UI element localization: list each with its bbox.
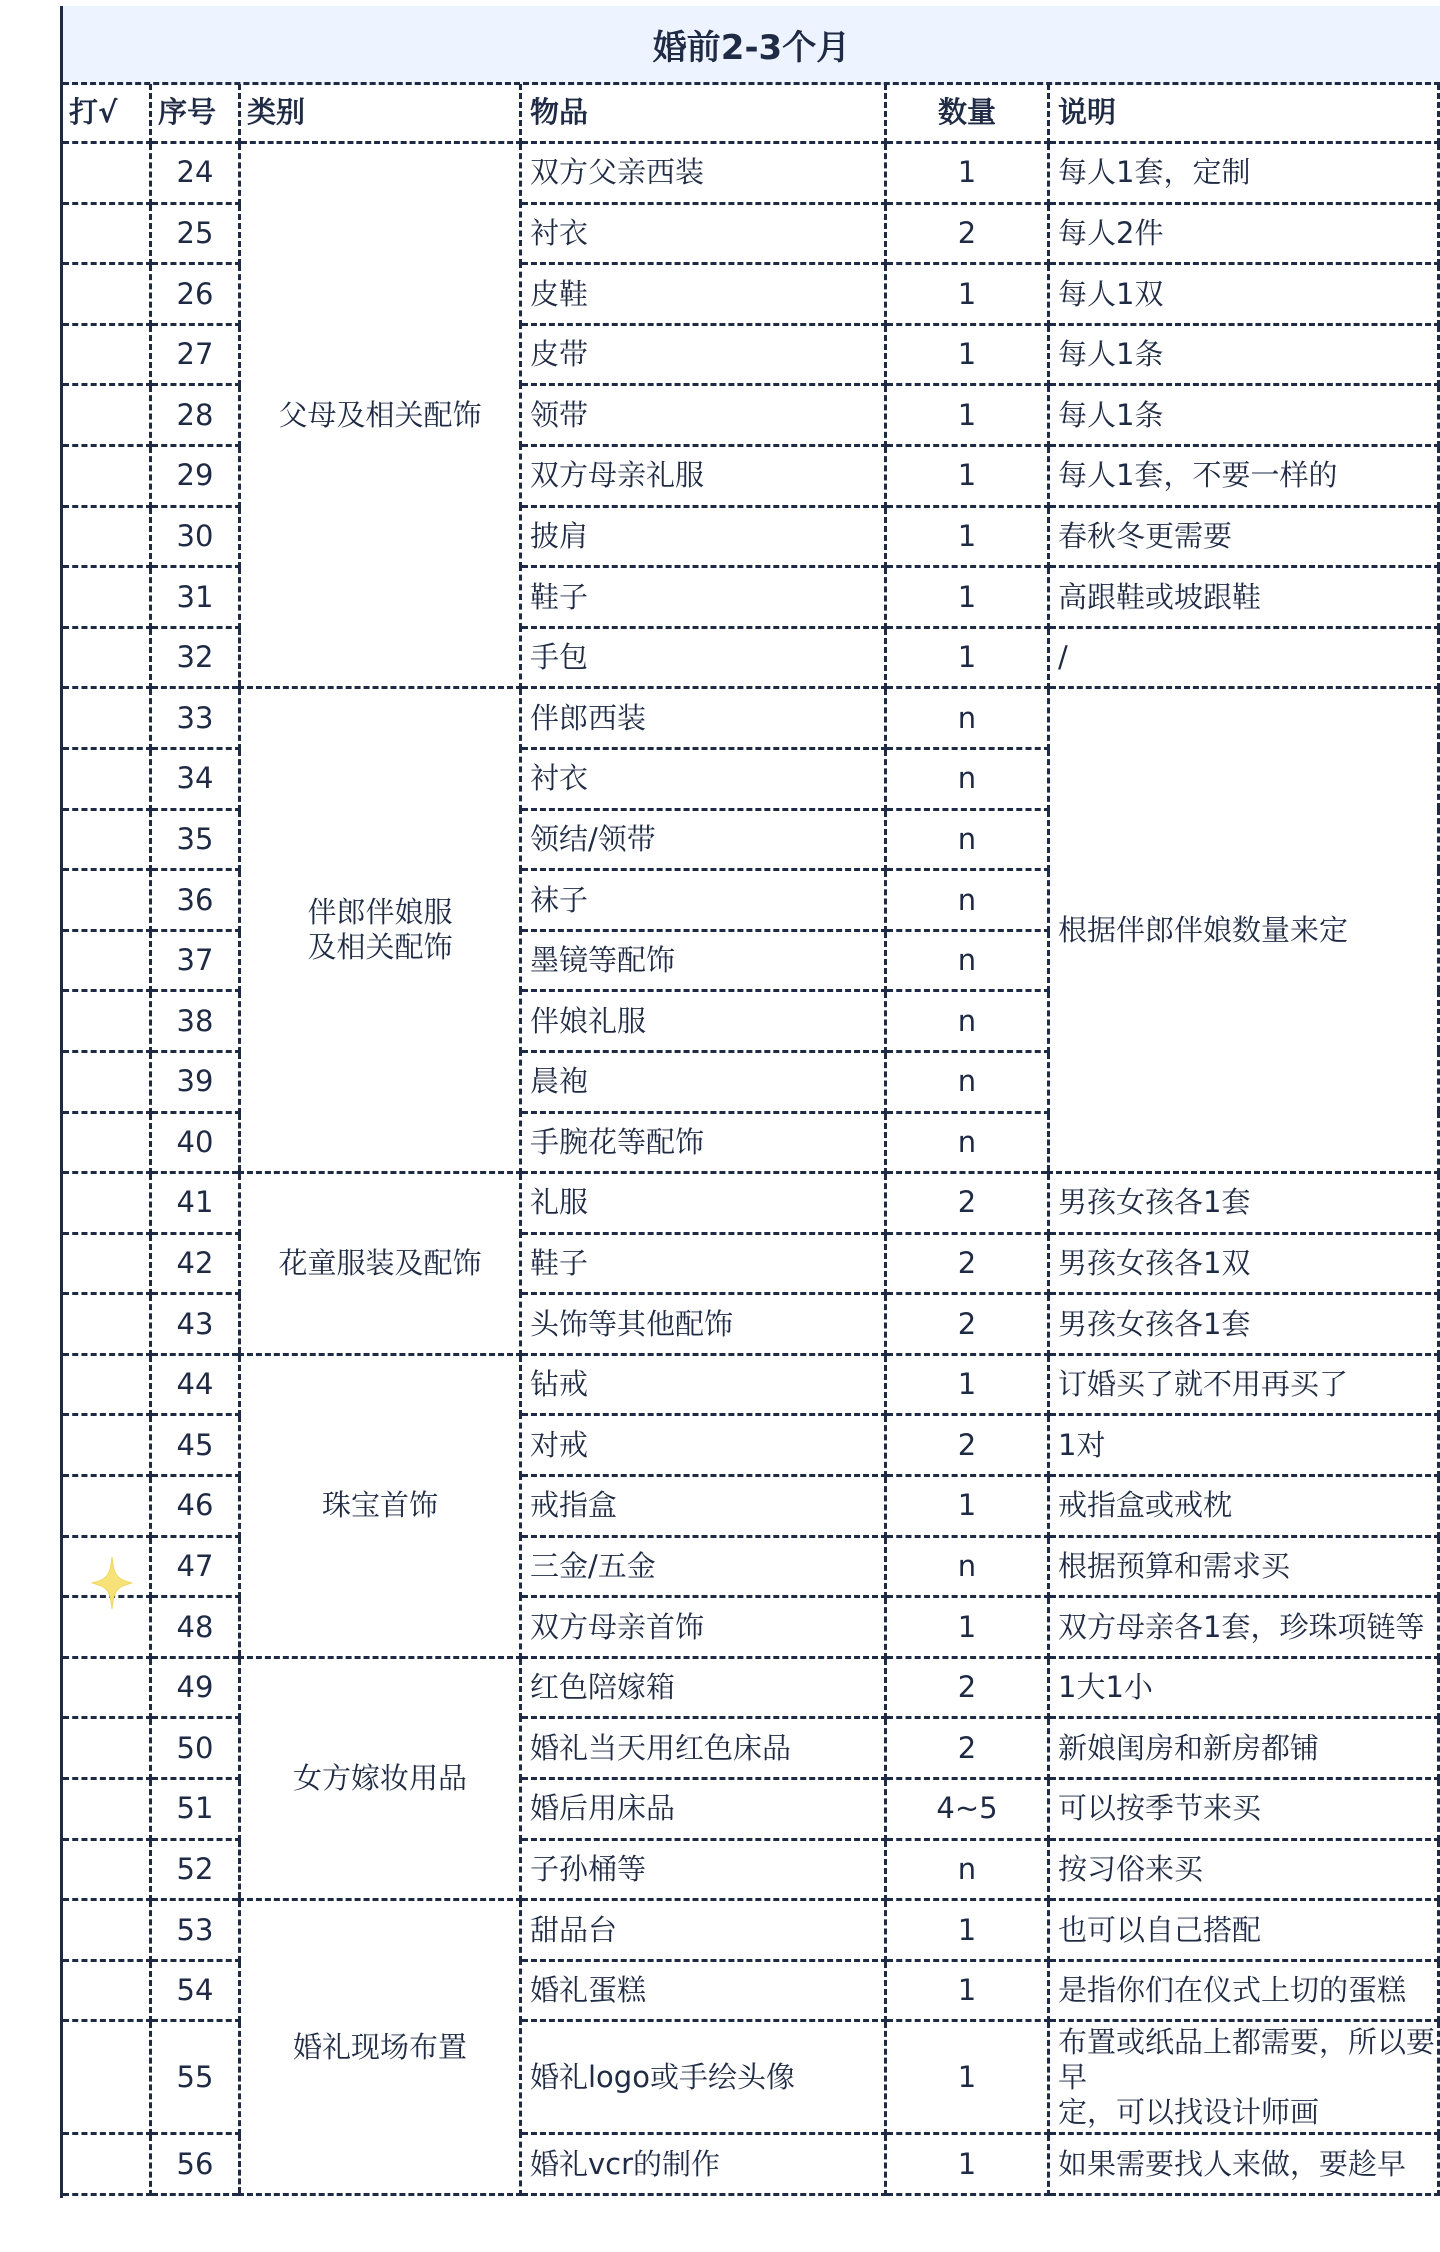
- quantity: n: [886, 1051, 1049, 1112]
- check-cell[interactable]: [63, 1173, 151, 1234]
- quantity: 1: [886, 2021, 1049, 2134]
- quantity: 1: [886, 143, 1049, 204]
- row-number: 42: [151, 1233, 240, 1294]
- item-name: 礼服: [521, 1173, 886, 1234]
- check-cell[interactable]: [63, 385, 151, 446]
- note: 按习俗来买: [1049, 1839, 1439, 1900]
- row-number: 45: [151, 1415, 240, 1476]
- item-name: 皮鞋: [521, 264, 886, 325]
- table-row: [63, 1173, 1439, 1234]
- row-number: 47: [151, 1536, 240, 1597]
- check-cell[interactable]: [63, 567, 151, 628]
- row-number: 38: [151, 991, 240, 1052]
- header-no: 序号: [151, 84, 240, 143]
- quantity: n: [886, 688, 1049, 749]
- quantity: n: [886, 1536, 1049, 1597]
- row-number: 48: [151, 1597, 240, 1658]
- check-cell[interactable]: [63, 1294, 151, 1355]
- quantity: 1: [886, 627, 1049, 688]
- note: 每人1套，定制: [1049, 143, 1439, 204]
- quantity: n: [886, 748, 1049, 809]
- check-cell[interactable]: [63, 748, 151, 809]
- item-name: 袜子: [521, 870, 886, 931]
- quantity: 1: [886, 2134, 1049, 2195]
- quantity: 2: [886, 1294, 1049, 1355]
- check-cell[interactable]: [63, 1051, 151, 1112]
- checklist-body: [63, 143, 1439, 2195]
- item-name: 伴娘礼服: [521, 991, 886, 1052]
- quantity: 1: [886, 1354, 1049, 1415]
- row-number: 53: [151, 1900, 240, 1961]
- note: 双方母亲各1套，珍珠项链等: [1049, 1597, 1439, 1658]
- sparkle-icon: [90, 1555, 134, 1611]
- table-row: [63, 1900, 1439, 1961]
- row-number: 55: [151, 2021, 240, 2134]
- note: 每人1条: [1049, 324, 1439, 385]
- check-cell[interactable]: [63, 1900, 151, 1961]
- quantity: 2: [886, 203, 1049, 264]
- header-category: 类别: [240, 84, 521, 143]
- item-name: 手腕花等配饰: [521, 1112, 886, 1173]
- quantity: 1: [886, 1960, 1049, 2021]
- table-row: [63, 688, 1439, 749]
- item-name: 双方母亲礼服: [521, 445, 886, 506]
- check-cell[interactable]: [63, 1415, 151, 1476]
- note: 也可以自己搭配: [1049, 1900, 1439, 1961]
- quantity: n: [886, 870, 1049, 931]
- quantity: 1: [886, 1597, 1049, 1658]
- header-note: 说明: [1049, 84, 1439, 143]
- row-number: 35: [151, 809, 240, 870]
- note: 每人1套，不要一样的: [1049, 445, 1439, 506]
- note: 每人1双: [1049, 264, 1439, 325]
- item-name: 子孙桶等: [521, 1839, 886, 1900]
- header-row: [63, 84, 1439, 143]
- item-name: 婚礼logo或手绘头像: [521, 2021, 886, 2134]
- note: 如果需要找人来做，要趁早: [1049, 2134, 1439, 2195]
- quantity: 1: [886, 506, 1049, 567]
- item-name: 墨镜等配饰: [521, 930, 886, 991]
- item-name: 双方父亲西装: [521, 143, 886, 204]
- note: 每人2件: [1049, 203, 1439, 264]
- row-number: 25: [151, 203, 240, 264]
- row-number: 27: [151, 324, 240, 385]
- item-name: 衬衣: [521, 203, 886, 264]
- note: 男孩女孩各1套: [1049, 1294, 1439, 1355]
- row-number: 49: [151, 1657, 240, 1718]
- quantity: n: [886, 1839, 1049, 1900]
- sheet-title: 婚前2-3个月: [63, 6, 1440, 85]
- note: 高跟鞋或坡跟鞋: [1049, 567, 1439, 628]
- note: 1对: [1049, 1415, 1439, 1476]
- check-cell[interactable]: [63, 1476, 151, 1537]
- quantity: 1: [886, 264, 1049, 325]
- shared-note: 根据伴郎伴娘数量来定: [1049, 688, 1439, 1173]
- row-number: 46: [151, 1476, 240, 1537]
- item-name: 衬衣: [521, 748, 886, 809]
- note: 1大1小: [1049, 1657, 1439, 1718]
- item-name: 婚礼vcr的制作: [521, 2134, 886, 2195]
- quantity: 1: [886, 324, 1049, 385]
- row-number: 28: [151, 385, 240, 446]
- note: 是指你们在仪式上切的蛋糕: [1049, 1960, 1439, 2021]
- item-name: 双方母亲首饰: [521, 1597, 886, 1658]
- item-name: 三金/五金: [521, 1536, 886, 1597]
- check-cell[interactable]: [63, 324, 151, 385]
- quantity: 1: [886, 1476, 1049, 1537]
- header-item: 物品: [521, 84, 886, 143]
- item-name: 钻戒: [521, 1354, 886, 1415]
- item-name: 甜品台: [521, 1900, 886, 1961]
- check-cell[interactable]: [63, 809, 151, 870]
- row-number: 43: [151, 1294, 240, 1355]
- note: 每人1条: [1049, 385, 1439, 446]
- table-row: [63, 1657, 1439, 1718]
- category-cell: 婚礼现场布置: [240, 1900, 521, 2195]
- item-name: 晨袍: [521, 1051, 886, 1112]
- row-number: 34: [151, 748, 240, 809]
- quantity: 4~5: [886, 1779, 1049, 1840]
- item-name: 鞋子: [521, 1233, 886, 1294]
- row-number: 29: [151, 445, 240, 506]
- note: 可以按季节来买: [1049, 1779, 1439, 1840]
- note: 戒指盒或戒枕: [1049, 1476, 1439, 1537]
- row-number: 52: [151, 1839, 240, 1900]
- check-cell[interactable]: [63, 203, 151, 264]
- item-name: 手包: [521, 627, 886, 688]
- row-number: 44: [151, 1354, 240, 1415]
- row-number: 24: [151, 143, 240, 204]
- item-name: 领结/领带: [521, 809, 886, 870]
- row-number: 54: [151, 1960, 240, 2021]
- check-cell[interactable]: [63, 930, 151, 991]
- check-cell[interactable]: [63, 2021, 151, 2134]
- quantity: 2: [886, 1173, 1049, 1234]
- row-number: 40: [151, 1112, 240, 1173]
- check-cell[interactable]: [63, 143, 151, 204]
- quantity: n: [886, 1112, 1049, 1173]
- note: 布置或纸品上都需要，所以要早 定，可以找设计师画: [1049, 2021, 1439, 2134]
- check-cell[interactable]: [63, 1354, 151, 1415]
- quantity: 1: [886, 567, 1049, 628]
- category-cell: 女方嫁妆用品: [240, 1657, 521, 1899]
- quantity: 2: [886, 1718, 1049, 1779]
- item-name: 披肩: [521, 506, 886, 567]
- quantity: n: [886, 991, 1049, 1052]
- item-name: 对戒: [521, 1415, 886, 1476]
- row-number: 26: [151, 264, 240, 325]
- header-qty: 数量: [886, 84, 1049, 143]
- check-cell[interactable]: [63, 1718, 151, 1779]
- quantity: 2: [886, 1233, 1049, 1294]
- row-number: 37: [151, 930, 240, 991]
- row-number: 50: [151, 1718, 240, 1779]
- check-cell[interactable]: [63, 870, 151, 931]
- row-number: 32: [151, 627, 240, 688]
- item-name: 头饰等其他配饰: [521, 1294, 886, 1355]
- item-name: 领带: [521, 385, 886, 446]
- quantity: 1: [886, 1900, 1049, 1961]
- item-name: 鞋子: [521, 567, 886, 628]
- check-cell[interactable]: [63, 627, 151, 688]
- category-cell: 珠宝首饰: [240, 1354, 521, 1657]
- category-cell: 父母及相关配饰: [240, 143, 521, 688]
- check-cell[interactable]: [63, 1779, 151, 1840]
- category-cell: 花童服装及配饰: [240, 1173, 521, 1355]
- check-cell[interactable]: [63, 1839, 151, 1900]
- check-cell[interactable]: [63, 688, 151, 749]
- note: 根据预算和需求买: [1049, 1536, 1439, 1597]
- check-cell[interactable]: [63, 1233, 151, 1294]
- quantity: 1: [886, 385, 1049, 446]
- item-name: 婚后用床品: [521, 1779, 886, 1840]
- check-cell[interactable]: [63, 1657, 151, 1718]
- item-name: 戒指盒: [521, 1476, 886, 1537]
- quantity: 2: [886, 1657, 1049, 1718]
- category-cell: 伴郎伴娘服 及相关配饰: [240, 688, 521, 1173]
- item-name: 伴郎西装: [521, 688, 886, 749]
- note: /: [1049, 627, 1439, 688]
- item-name: 皮带: [521, 324, 886, 385]
- row-number: 51: [151, 1779, 240, 1840]
- quantity: 2: [886, 1415, 1049, 1476]
- check-cell[interactable]: [63, 264, 151, 325]
- item-name: 婚礼蛋糕: [521, 1960, 886, 2021]
- table-row: [63, 143, 1439, 204]
- item-name: 红色陪嫁箱: [521, 1657, 886, 1718]
- note: 新娘闺房和新房都铺: [1049, 1718, 1439, 1779]
- header-check: 打√: [63, 84, 151, 143]
- row-number: 56: [151, 2134, 240, 2195]
- check-cell[interactable]: [63, 991, 151, 1052]
- check-cell[interactable]: [63, 2134, 151, 2195]
- check-cell[interactable]: [63, 445, 151, 506]
- check-cell[interactable]: [63, 1112, 151, 1173]
- note: 男孩女孩各1双: [1049, 1233, 1439, 1294]
- check-cell[interactable]: [63, 1960, 151, 2021]
- row-number: 33: [151, 688, 240, 749]
- row-number: 41: [151, 1173, 240, 1234]
- row-number: 39: [151, 1051, 240, 1112]
- check-cell[interactable]: [63, 506, 151, 567]
- row-number: 31: [151, 567, 240, 628]
- row-number: 30: [151, 506, 240, 567]
- quantity: n: [886, 930, 1049, 991]
- row-number: 36: [151, 870, 240, 931]
- note: 春秋冬更需要: [1049, 506, 1439, 567]
- checklist-table: [63, 84, 1440, 2196]
- table-row: [63, 1354, 1439, 1415]
- quantity: 1: [886, 445, 1049, 506]
- note: 男孩女孩各1套: [1049, 1173, 1439, 1234]
- note: 订婚买了就不用再买了: [1049, 1354, 1439, 1415]
- quantity: n: [886, 809, 1049, 870]
- item-name: 婚礼当天用红色床品: [521, 1718, 886, 1779]
